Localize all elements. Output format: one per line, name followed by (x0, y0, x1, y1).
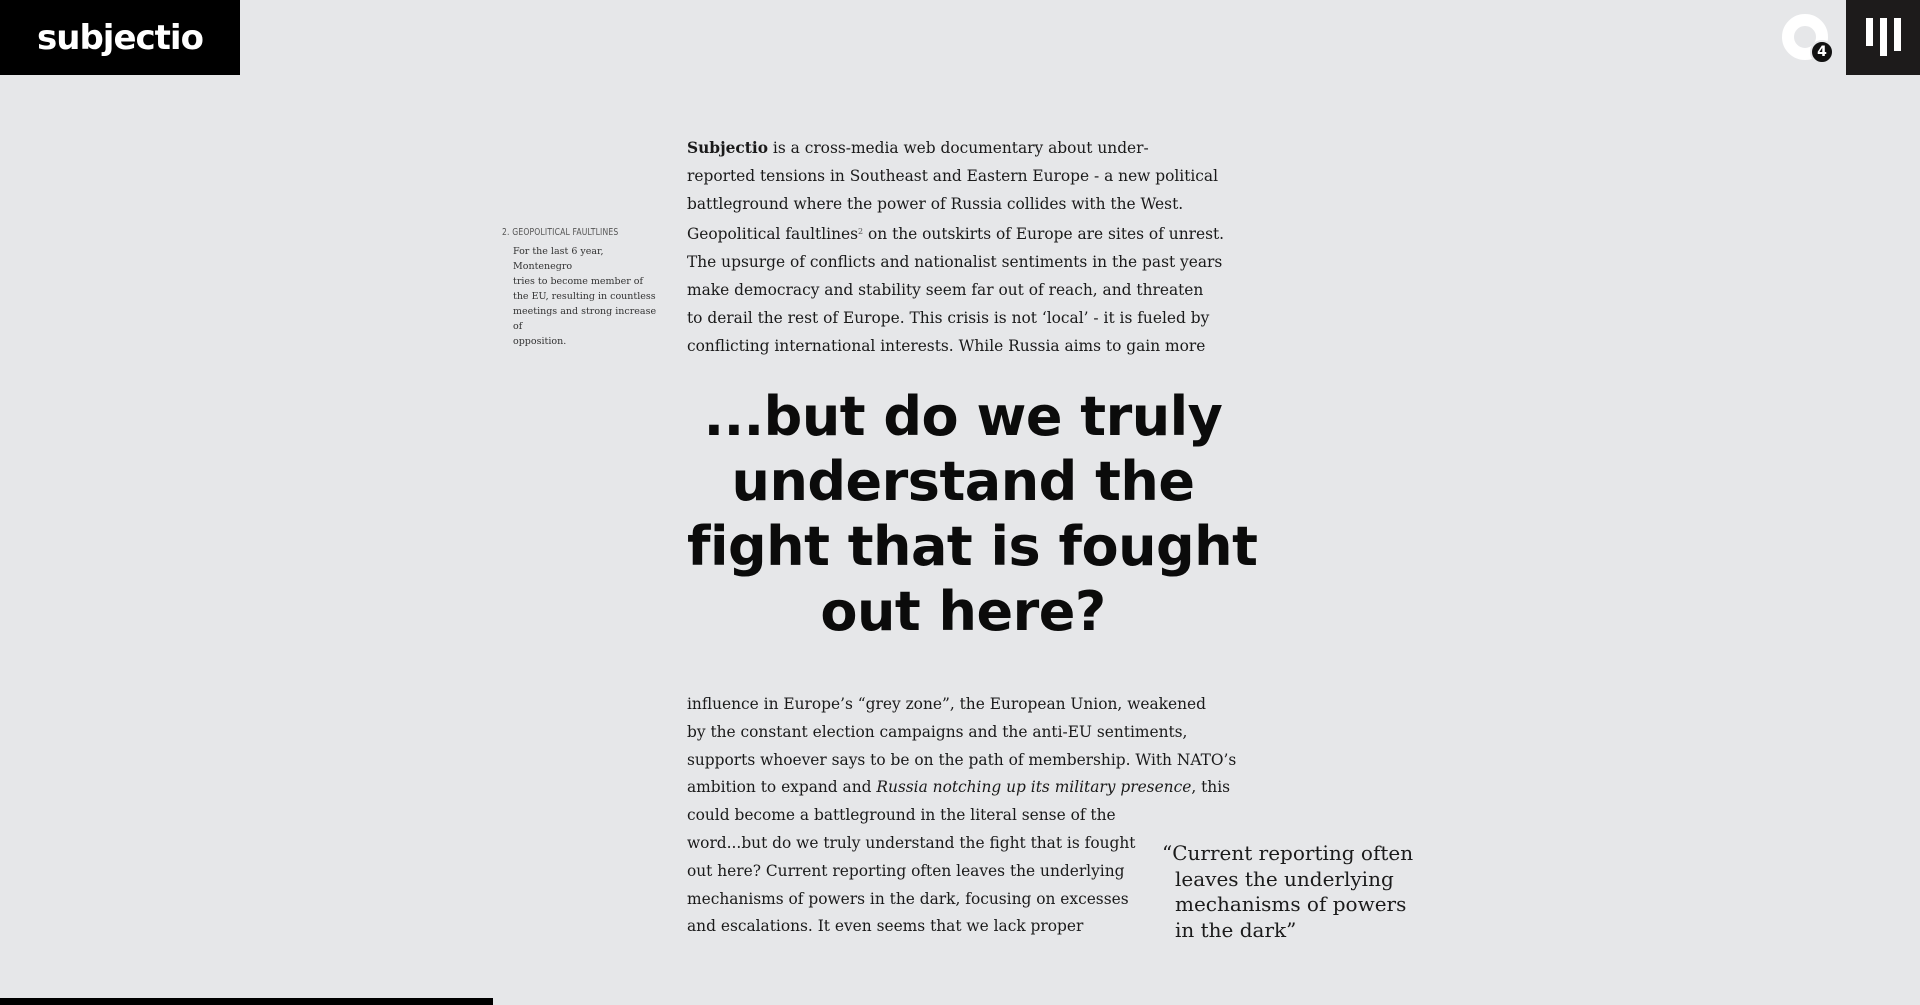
text-line: battleground where the power of Russia collides with the West. (687, 194, 1184, 213)
headline-line: understand the (731, 450, 1195, 513)
sidenote-line: opposition. (513, 336, 567, 347)
text-line: on the outskirts of Europe are sites of unrest. (863, 225, 1225, 244)
text-line: The upsurge of conflicts and nationalist sentiments in the past years (687, 253, 1223, 272)
reading-progress-bar (0, 998, 493, 1005)
italic-emphasis: Russia notching up its military presence (876, 778, 1192, 797)
text-line: to derail the rest of Europe. This crisis is not ‘local’ - it is fueled by (687, 308, 1210, 327)
pull-quote-line: leaves the underlying (1175, 866, 1394, 891)
menu-button[interactable] (1846, 0, 1920, 75)
headline-line: out here? (820, 580, 1106, 643)
pull-quote-line: in the dark” (1175, 917, 1297, 942)
text-line: reported tensions in Southeast and Eastern Europe - a new political (687, 166, 1219, 185)
pull-quote-line: mechanisms of powers (1175, 892, 1407, 916)
text-line: influence in Europe’s “grey zone”, the European Union, weakened (687, 695, 1206, 713)
text-line: could become a battleground in the literal sense of the (687, 806, 1116, 825)
sidenote-title: 2. GEOPOLITICAL FAULTLINES (502, 227, 619, 238)
text-line: is a cross-media web documentary about under- (768, 139, 1149, 157)
footnote-link-text[interactable]: Geopolitical faultlines (687, 225, 859, 244)
text-line: supports whoever says to be on the path of membership. With NATO’s (687, 750, 1237, 769)
sidenote-body (502, 244, 662, 349)
sidenote-line: For the last 6 year, Montenegro (513, 246, 604, 272)
logo[interactable] (0, 0, 240, 75)
sidenote-line: tries to become member of (513, 276, 644, 287)
menu-bars-icon (1846, 0, 1920, 75)
text-line: word...but do we truly understand the fight that is fought (687, 833, 1136, 852)
intro-paragraph (687, 135, 1247, 360)
headline-line: fight that is fought (687, 515, 1258, 578)
sidenote-line: meetings and strong increase of (513, 306, 657, 332)
text-line: and escalations. It even seems that we lack proper (687, 917, 1084, 936)
text-line: make democracy and stability seem far out of reach, and threaten (687, 280, 1204, 299)
notification-count-badge: 4 (1810, 40, 1834, 64)
text-line: by the constant election campaigns and the anti-EU sentiments, (687, 722, 1188, 741)
pull-quote (1162, 841, 1452, 943)
text-line: conflicting international interests. While Russia aims to gain more (687, 336, 1206, 355)
footnote-marker[interactable]: 2 (858, 227, 864, 237)
headline (687, 384, 1258, 644)
text-line: , this (1191, 778, 1231, 797)
headline-line: ...but do we truly (703, 385, 1223, 448)
text-line: out here? Current reporting often leaves the underlying (687, 861, 1125, 880)
notification-button[interactable] (1780, 12, 1830, 62)
intro-bold-title: Subjectio (687, 139, 769, 157)
logo-text: subjectio (37, 17, 203, 58)
sidenote (502, 227, 672, 349)
text-line: mechanisms of powers in the dark, focusing on excesses (687, 889, 1129, 908)
pull-quote-line: “Current reporting often (1162, 841, 1414, 865)
text-line: ambition to expand and (687, 778, 877, 797)
sidenote-line: the EU, resulting in countless (513, 291, 656, 302)
